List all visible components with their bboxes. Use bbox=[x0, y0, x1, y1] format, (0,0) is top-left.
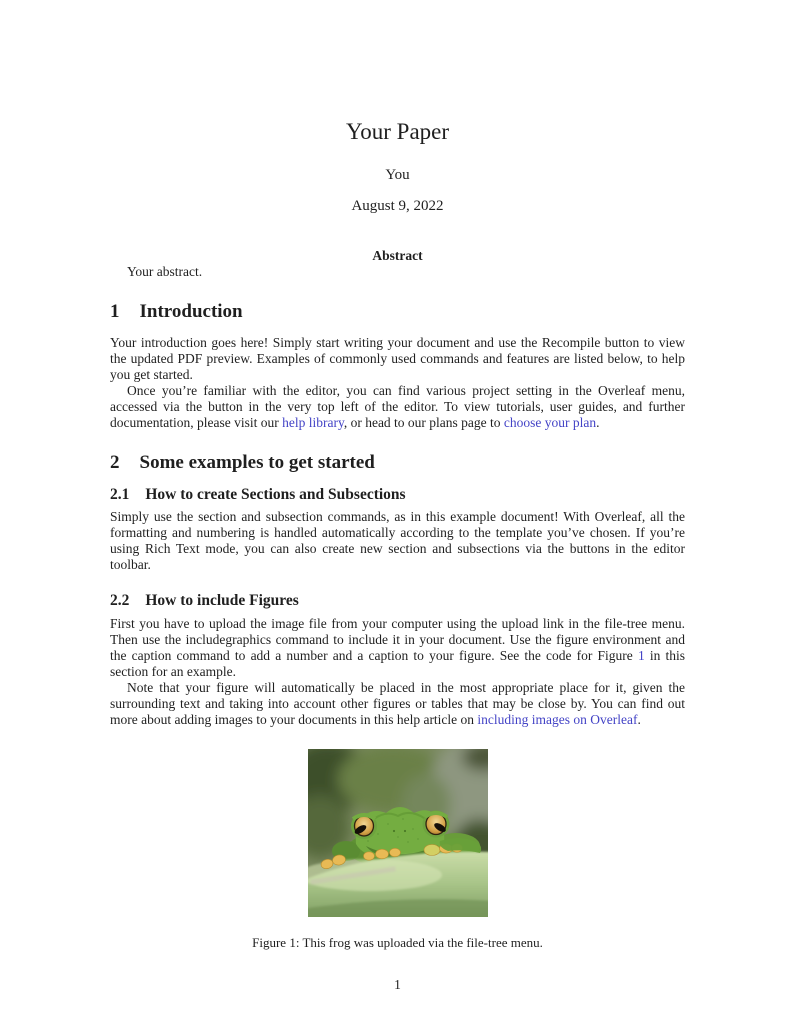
subsection-2-2-paragraph-1 bbox=[110, 616, 685, 680]
subsection-2-1-title: How to create Sections and Subsections bbox=[145, 486, 406, 503]
text-run: . bbox=[637, 712, 641, 727]
paper-date: August 9, 2022 bbox=[351, 198, 444, 214]
choose-your-plan-link[interactable]: choose your plan bbox=[503, 415, 597, 430]
text-run: Note that your figure will automatically be placed in the most appropriate place for it, given the surrounding text and taking into account other figures or tables that may be close by. You can find out more about adding images to your documents in this help article on bbox=[110, 680, 685, 727]
section-1-heading bbox=[110, 301, 685, 323]
page-number: 1 bbox=[394, 977, 401, 992]
paper-title: Your Paper bbox=[345, 119, 450, 144]
figure-1-caption: Figure 1: This frog was uploaded via the file-tree menu. bbox=[252, 935, 543, 950]
subsection-2-1-heading bbox=[110, 486, 685, 504]
frog-photo bbox=[308, 749, 488, 917]
text-run: in this section for an example. bbox=[110, 648, 685, 679]
subsection-2-1-number: 2.1 bbox=[110, 486, 130, 503]
text-run: , or head to our plans page to bbox=[343, 415, 504, 430]
section-2-title: Some examples to get started bbox=[139, 452, 375, 473]
title-block bbox=[110, 118, 685, 215]
subsection-2-2-paragraph-2 bbox=[110, 680, 685, 728]
abstract-heading: Abstract bbox=[372, 248, 423, 263]
subsection-2-2-title: How to include Figures bbox=[145, 592, 299, 609]
intro-paragraph-2 bbox=[110, 383, 685, 431]
figure-1-reference-link[interactable]: 1 bbox=[637, 648, 645, 663]
section-1-number: 1 bbox=[110, 301, 120, 322]
text-run: Once you’re familiar with the editor, you can find various project setting in the Overleaf menu, accessed via the button in the very top left of the editor. To view tutorials, user guides, and further documentation, please visit our bbox=[110, 383, 685, 430]
intro-paragraph-1: Your introduction goes here! Simply start writing your document and use the Recompile button to view the updated PDF preview. Examples of commonly used commands and features are listed below, to help you get started. bbox=[110, 335, 685, 382]
subsection-2-1-paragraph: Simply use the section and subsection commands, as in this example document! With Overleaf, all the formatting and numbering is handled automatically according to the template you’ve chosen. If you’re using Rich Text mode, you can also create new section and subsections via the buttons in the editor toolbar. bbox=[110, 509, 685, 572]
subsection-2-2-number: 2.2 bbox=[110, 592, 130, 609]
help-library-link[interactable]: help library bbox=[282, 415, 344, 430]
figure-1 bbox=[110, 749, 685, 951]
text-run: First you have to upload the image file from your computer using the upload link in the file-tree menu. Then use the includegraphics command to include it in your document. Use the figure environment and the caption command to add a number and a caption to your figure. See the code for Figure bbox=[110, 616, 685, 663]
subsection-2-2-heading bbox=[110, 592, 685, 610]
text-run: . bbox=[596, 415, 600, 430]
abstract-text: Your abstract. bbox=[127, 264, 203, 279]
section-2-number: 2 bbox=[110, 452, 120, 473]
paper-author: You bbox=[385, 167, 410, 183]
section-2-heading bbox=[110, 452, 685, 474]
including-images-on-overleaf-link[interactable]: including images on Overleaf bbox=[477, 712, 638, 727]
section-1-title: Introduction bbox=[139, 301, 243, 322]
